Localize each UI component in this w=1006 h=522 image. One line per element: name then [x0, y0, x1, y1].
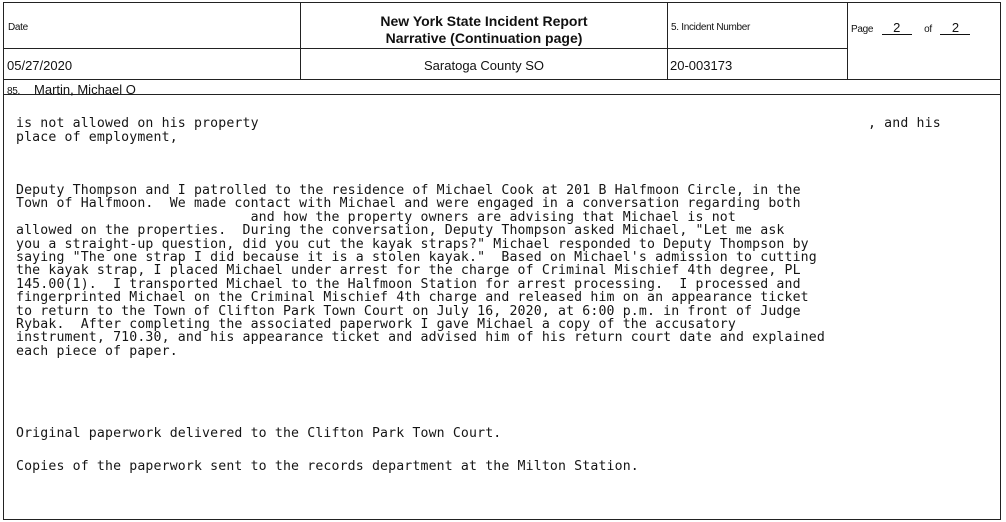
narrative-line: to return to the Town of Clifton Park Town Court on July 16, 2020, at 6:00 p.m. in front of Judge — [16, 303, 801, 319]
narrative-line: Original paperwork delivered to the Clifton Park Town Court. — [16, 426, 502, 441]
agency-name: Saratoga County SO — [424, 58, 544, 73]
narrative-line: place of employment, — [16, 130, 178, 145]
incident-number-label: 5. Incident Number — [671, 22, 751, 33]
incident-number-value: 20-003173 — [670, 58, 733, 73]
subject-name: Martin, Michael O — [34, 82, 136, 97]
page-current: 2 — [882, 21, 912, 35]
header-divider — [667, 3, 668, 79]
header-divider — [847, 3, 848, 79]
narrative-line: each piece of paper. — [16, 343, 178, 359]
narrative-line: you a straight-up question, did you cut the kayak straps?" Michael responded to Deputy Thompson by — [16, 236, 809, 252]
narrative-paragraph — [16, 184, 825, 358]
narrative-line: the kayak strap, I placed Michael under arrest for the charge of Criminal Mischief 4th degree, PL — [16, 263, 801, 279]
page-label: Page — [851, 24, 874, 35]
narrative-line: is not allowed on his property — [16, 116, 259, 131]
page-of-label: of — [924, 24, 932, 35]
narrative-line: allowed on the properties. During the conversation, Deputy Thompson asked Michael, "Let me ask — [16, 223, 785, 239]
narrative-line: and how the property owners are advising that Michael is not — [16, 209, 736, 225]
date-label: Date — [8, 22, 28, 33]
subject-field-number: 85. — [7, 86, 21, 97]
narrative-line: 145.00(1). I transported Michael to the Halfmoon Station for arrest processing. I processed and — [16, 276, 801, 292]
narrative-line-end: , and his — [868, 116, 941, 131]
subject-row-border — [4, 94, 1000, 95]
narrative-line: instrument, 710.30, and his appearance ticket and advised him of his return court date and explained — [16, 330, 825, 346]
header-bottom-border — [4, 79, 1000, 80]
narrative-line: saying "The one strap I did because it is a stolen kayak." Based on Michael's admission to cutting — [16, 250, 817, 266]
narrative-line: Copies of the paperwork sent to the records department at the Milton Station. — [16, 459, 639, 474]
page-total: 2 — [940, 21, 970, 35]
narrative-line: Deputy Thompson and I patrolled to the residence of Michael Cook at 201 B Halfmoon Circle, in the — [16, 183, 801, 198]
incident-report-page — [3, 2, 1001, 520]
subject-row — [7, 81, 136, 99]
page-indicator — [851, 21, 970, 35]
narrative-line: fingerprinted Michael on the Criminal Mischief 4th charge and released him on an appearance ticket — [16, 290, 809, 306]
narrative-line: Rybak. After completing the associated paperwork I gave Michael a copy of the accusatory — [16, 317, 736, 333]
narrative-line: Town of Halfmoon. We made contact with Michael and were engaged in a conversation regarding both — [16, 196, 801, 212]
report-title-line2: Narrative (Continuation page) — [385, 30, 583, 46]
header-row-divider — [4, 48, 847, 49]
report-title — [301, 13, 667, 47]
date-value: 05/27/2020 — [7, 58, 73, 73]
report-title-line1: New York State Incident Report — [380, 13, 588, 29]
